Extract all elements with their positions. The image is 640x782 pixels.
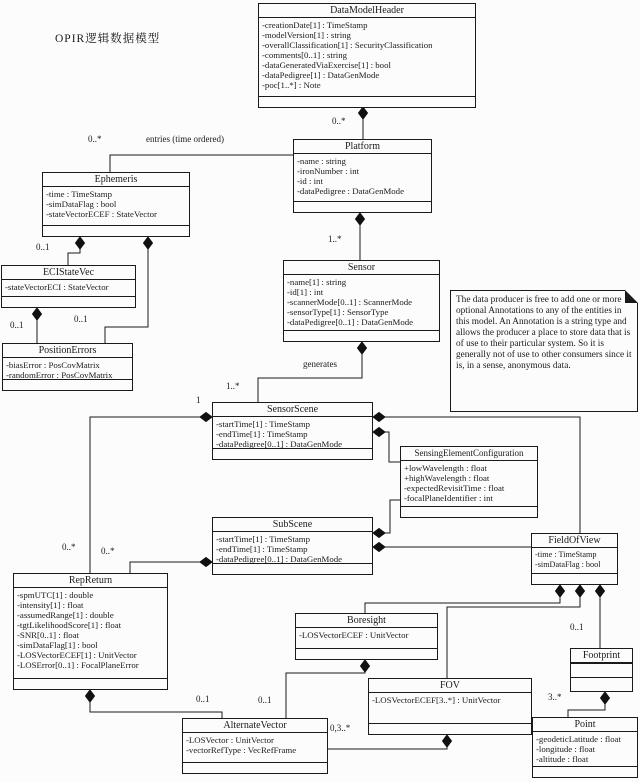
class-title: PositionErrors [3, 344, 132, 358]
class-attributes [533, 732, 637, 766]
class-boresight[interactable] [295, 613, 438, 660]
class-attributes [259, 18, 475, 96]
class-attribute: -scannerMode[0..1] : ScannerMode [287, 297, 413, 307]
class-attribute: -expectedRevisitTime : float [404, 483, 505, 493]
diagram-title: OPIR逻辑数据模型 [55, 33, 161, 45]
composition-boresight-alternatevector [286, 660, 370, 718]
class-attribute: -LOSVector : UnitVector [186, 735, 274, 745]
class-attribute: -id : int [297, 176, 323, 186]
class-title: Point [533, 718, 637, 732]
class-attributes [2, 280, 135, 296]
class-title: Platform [294, 140, 431, 154]
composition-sensor-sensorscene [258, 342, 367, 402]
composition-sensorscene-sensingelementconfiguration [373, 428, 400, 463]
class-operations-compartment [259, 96, 475, 107]
class-platform[interactable] [293, 139, 432, 213]
class-attribute: +lowWavelength : float [404, 463, 487, 473]
multiplicity-label: 0..* [332, 116, 346, 126]
class-attribute: -name[1] : string [287, 277, 347, 287]
class-fov[interactable] [368, 678, 532, 735]
class-title: DataModelHeader [259, 4, 475, 18]
class-attribute: -dataGeneratedViaExercise[1] : bool [262, 60, 391, 70]
class-attribute: -intensity[1] : float [17, 600, 84, 610]
class-subscene[interactable] [212, 517, 373, 575]
class-attribute: -dataPedigree[1] : DataGenMode [262, 70, 380, 80]
multiplicity-label: 0..* [62, 542, 76, 552]
class-operations-compartment [532, 573, 617, 584]
class-attribute: -endTime[1] : TimeStamp [216, 544, 308, 554]
class-attribute: -assumedRange[1] : double [17, 610, 114, 620]
class-positionerrors[interactable] [2, 343, 133, 391]
class-attribute: -modelVersion[1] : string [262, 30, 351, 40]
class-attribute: -creationDate[1] : TimeStamp [262, 20, 368, 30]
composition-ephemeris-ecistatevec [68, 237, 85, 265]
association-platform-ephemeris [110, 155, 293, 172]
class-attribute: -id[1] : int [287, 287, 324, 297]
composition-fieldofview-fov [447, 585, 585, 678]
class-attributes [183, 733, 327, 762]
class-footprint[interactable] [570, 648, 633, 692]
class-attribute: -simDataFlag[1] : bool [17, 640, 98, 650]
class-operations-compartment [284, 330, 439, 341]
composition-subscene-repreturn [130, 558, 212, 574]
class-operations-compartment [571, 677, 632, 691]
class-operations-compartment [3, 379, 132, 390]
multiplicity-label: 0..1 [570, 622, 584, 632]
class-attribute: -LOSVectorECEF : UnitVector [299, 630, 409, 640]
class-operations-compartment [213, 448, 372, 459]
multiplicity-label: 1..* [226, 381, 240, 391]
class-title: Sensor [284, 261, 439, 275]
class-attribute: -LOSVectorECEF[1] : UnitVector [17, 650, 137, 660]
class-operations-compartment [294, 201, 431, 212]
class-attributes-compartment [571, 663, 632, 677]
class-operations-compartment [2, 296, 135, 307]
class-attributes [294, 154, 431, 201]
class-attribute: -startTime[1] : TimeStamp [216, 419, 311, 429]
class-attribute: -endTime[1] : TimeStamp [216, 429, 308, 439]
class-attribute: -altitude : float [536, 754, 589, 764]
class-repreturn[interactable] [13, 573, 168, 690]
class-title: SensorScene [213, 403, 372, 417]
composition-datamodelheader-platform [359, 107, 368, 139]
class-attribute: -time : TimeStamp [535, 550, 597, 559]
class-attribute: -simDataFlag : bool [46, 199, 117, 209]
class-operations-compartment [401, 506, 537, 517]
class-attributes [284, 275, 439, 330]
class-title: FOV [369, 679, 531, 693]
class-attribute: -simDataFlag : bool [535, 560, 601, 569]
multiplicity-label: 0..1 [74, 314, 88, 324]
class-ecistatevec[interactable] [1, 265, 136, 308]
class-title: SubScene [213, 518, 372, 532]
role-label-generates: generates [303, 359, 337, 369]
class-title: Boresight [296, 614, 437, 628]
class-attribute: -stateVectorECI : StateVector [5, 282, 109, 292]
class-title: ECIStateVec [2, 266, 135, 280]
class-title: SensingElementConfiguration [401, 447, 537, 461]
class-alternatevector[interactable] [182, 718, 328, 774]
class-operations-compartment [296, 648, 437, 659]
class-attributes [369, 693, 531, 723]
class-title: RepReturn [14, 574, 167, 588]
class-point[interactable] [532, 717, 638, 778]
composition-fieldofview-boresight [365, 585, 565, 613]
class-attributes [532, 548, 617, 573]
class-ephemeris[interactable] [42, 172, 190, 237]
class-operations-compartment [369, 723, 531, 734]
class-sensor[interactable] [283, 260, 440, 342]
class-attribute: -time : TimeStamp [46, 189, 112, 199]
class-attribute: -longitude : float [536, 744, 596, 754]
class-attribute: -startTime[1] : TimeStamp [216, 534, 311, 544]
class-attribute: -stateVectorECEF : StateVector [46, 209, 157, 219]
class-operations-compartment [213, 563, 372, 574]
multiplicity-label: 0,3..* [330, 723, 351, 733]
class-attributes [14, 588, 167, 678]
class-attribute: -comments[0..1] : string [262, 50, 348, 60]
uml-note: The data producer is free to add one or more optional Annotations to any of the entities in this model. An Annotation is a string type and allows the producer a place to store data that is of use to their particular system. So it is generally not of use to other consumers since it is, in a sense, anonymous data. [450, 290, 638, 412]
class-attribute: -vectorRefType : VecRefFrame [186, 745, 297, 755]
composition-footprint-point [568, 692, 610, 717]
class-attribute: -focalPlaneIdentifier : int [404, 493, 493, 503]
class-attributes [213, 417, 372, 448]
composition-subscene-sensingelementconfiguration [373, 500, 400, 538]
class-sensorscene[interactable] [212, 402, 373, 460]
class-operations-compartment [14, 678, 167, 689]
class-operations-compartment [43, 225, 189, 236]
class-attribute: -geodeticLatitude : float [536, 734, 622, 744]
class-title: FieldOfView [532, 534, 617, 548]
class-attribute: -tgtLikelihoodScore[1] : float [17, 620, 122, 630]
class-sensingelementconfiguration[interactable] [400, 446, 538, 518]
class-attributes [401, 461, 537, 506]
class-operations-compartment [183, 762, 327, 773]
class-attribute: -dataPedigree[0..1] : DataGenMode [287, 317, 414, 327]
class-attribute: -dataPedigree[0..1] : DataGenMode [216, 554, 343, 563]
multiplicity-label: 1..* [328, 234, 342, 244]
class-attributes [296, 628, 437, 648]
class-datamodelheader[interactable] [258, 3, 476, 108]
composition-subscene-fieldofview [373, 543, 531, 552]
class-attribute: -SNR[0..1] : float [17, 630, 80, 640]
composition-fov-alternatevector [328, 735, 452, 749]
class-attributes [3, 358, 132, 379]
class-attributes [213, 532, 372, 563]
class-attribute: -sensorType[1] : SensorType [287, 307, 389, 317]
multiplicity-label: 0..1 [36, 242, 50, 252]
multiplicity-label: 3..* [548, 692, 562, 702]
class-title: Footprint [571, 649, 632, 663]
multiplicity-label: 1 [196, 395, 201, 405]
class-attribute: +highWavelength : float [404, 473, 490, 483]
composition-fieldofview-footprint [596, 585, 605, 648]
role-label-entries: entries (time ordered) [146, 134, 224, 144]
composition-ecistatevec-positionerrors [33, 308, 42, 343]
class-attribute: -poc[1..*] : Note [262, 80, 321, 90]
class-attribute: -biasError : PosCovMatrix [6, 360, 100, 370]
class-attribute: -LOSVectorECEF[3..*] : UnitVector [372, 695, 501, 705]
class-attribute: -dataPedigree[0..1] : DataGenMode [216, 439, 343, 448]
multiplicity-label: 0..1 [196, 694, 210, 704]
class-title: Ephemeris [43, 173, 189, 187]
class-operations-compartment [533, 766, 637, 777]
multiplicity-label: 0..1 [10, 320, 24, 330]
class-attributes [43, 187, 189, 225]
multiplicity-label: 0..* [88, 134, 102, 144]
class-title: AlternateVector [183, 719, 327, 733]
class-attribute: -randomError : PosCovMatrix [6, 370, 113, 379]
class-attribute: -dataPedigree : DataGenMode [297, 186, 404, 196]
multiplicity-label: 0..1 [258, 695, 272, 705]
composition-platform-sensor [356, 213, 365, 260]
class-attribute: -LOSError[0..1] : FocalPlaneError [17, 660, 139, 670]
class-attribute: -spmUTC[1] : double [17, 590, 94, 600]
class-attribute: -ironNumber : int [297, 166, 360, 176]
class-attribute: -overallClassification[1] : SecurityClassification [262, 40, 433, 50]
multiplicity-label: 0..* [101, 546, 115, 556]
class-fieldofview[interactable] [531, 533, 618, 585]
class-attribute: -name : string [297, 156, 346, 166]
